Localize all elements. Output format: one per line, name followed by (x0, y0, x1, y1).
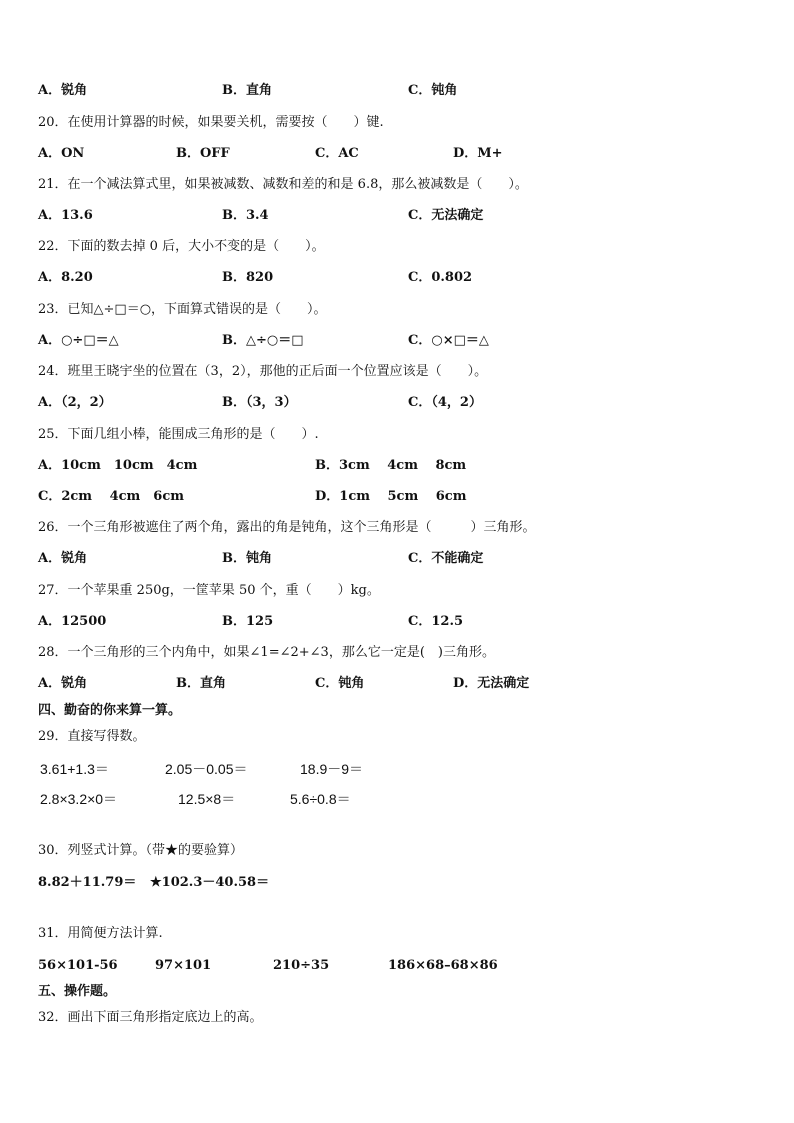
q28-stem: 28．一个三角形的三个内角中，如果∠1=∠2+∠3，那么它一定是( )三角形。 (38, 645, 495, 660)
q23-option-a: A．○÷□＝△ (38, 333, 119, 348)
q20-stem: 20．在使用计算器的时候，如果要关机，需要按（ ）键. (38, 115, 384, 130)
q27-stem: 27．一个苹果重 250g，一筐苹果 50 个，重（ ）kg。 (38, 583, 380, 598)
q27-option-a: A．12500 (38, 614, 107, 629)
q29-expr-5: 12.5×8＝ (178, 791, 236, 807)
q29-expr-4: 2.8×3.2×0＝ (40, 791, 118, 807)
q28-option-a: A．锐角 (38, 676, 88, 691)
q29-expr-2: 2.05－0.05＝ (165, 761, 248, 777)
q24-option-c: C．（4，2） (408, 395, 482, 410)
q22-option-c: C．0.802 (408, 270, 473, 285)
q24-option-b: B．（3，3） (222, 395, 297, 410)
q32-stem: 32．画出下面三角形指定底边上的高。 (38, 1010, 263, 1025)
q28-option-b: B．直角 (176, 676, 226, 691)
q22-option-b: B．820 (222, 270, 274, 285)
q30-stem: 30．列竖式计算。（带★的要验算） (38, 843, 244, 858)
q29-expr-1: 3.61+1.3＝ (40, 761, 109, 777)
q29-stem: 29．直接写得数。 (38, 729, 146, 744)
q23-stem: 23．已知△÷□＝○，下面算式错误的是（ ）。 (38, 302, 327, 317)
q25-option-a: A．10cm 10cm 4cm (38, 458, 198, 473)
q28-option-d: D．无法确定 (453, 676, 530, 691)
q26-option-b: B．钝角 (222, 551, 272, 566)
q29-expr-6: 5.6÷0.8＝ (290, 791, 351, 807)
q26-option-a: A．锐角 (38, 551, 88, 566)
q28-option-c: C．钝角 (315, 676, 365, 691)
q21-option-c: C．无法确定 (408, 208, 484, 223)
q20-option-d: D．M+ (453, 146, 503, 161)
q31-expr-2: 97×101 (155, 958, 212, 973)
q19-option-b: B．直角 (222, 83, 272, 98)
q24-option-a: A．（2，2） (38, 395, 112, 410)
q23-option-c: C．○×□＝△ (408, 333, 489, 348)
q23-option-b: B．△÷○＝□ (222, 333, 304, 348)
section-4-heading: 四、勤奋的你来算一算。 (38, 703, 182, 718)
q26-stem: 26．一个三角形被遮住了两个角，露出的角是钝角，这个三角形是（ ）三角形。 (38, 520, 536, 535)
q30-expr-2: ★102.3－40.58＝ (150, 875, 270, 890)
q19-option-c: C．钝角 (408, 83, 458, 98)
q19-option-a: A．锐角 (38, 83, 88, 98)
q26-option-c: C．不能确定 (408, 551, 484, 566)
q20-option-c: C．AC (315, 146, 359, 161)
q22-stem: 22．下面的数去掉 0 后，大小不变的是（ ）。 (38, 239, 325, 254)
q25-option-d: D．1cm 5cm 6cm (315, 489, 467, 504)
q21-stem: 21．在一个减法算式里，如果被减数、减数和差的和是 6.8，那么被减数是（ ）。 (38, 177, 528, 192)
q24-stem: 24．班里王晓宇坐的位置在（3，2），那他的正后面一个位置应该是（ ）。 (38, 364, 488, 379)
section-5-heading: 五、操作题。 (38, 984, 117, 999)
q20-option-a: A．ON (38, 146, 85, 161)
q21-option-a: A．13.6 (38, 208, 93, 223)
q25-option-b: B．3cm 4cm 8cm (315, 458, 467, 473)
q31-expr-3: 210÷35 (273, 958, 330, 973)
q25-stem: 25．下面几组小棒，能围成三角形的是（ ）. (38, 427, 319, 442)
q27-option-c: C．12.5 (408, 614, 464, 629)
q31-expr-1: 56×101-56 (38, 958, 118, 973)
q30-expr-1: 8.82＋11.79＝ (38, 875, 137, 890)
q27-option-b: B．125 (222, 614, 274, 629)
q29-expr-3: 18.9－9＝ (300, 761, 364, 777)
q31-expr-4: 186×68–68×86 (388, 958, 498, 973)
q25-option-c: C．2cm 4cm 6cm (38, 489, 185, 504)
q31-stem: 31．用简便方法计算. (38, 926, 163, 941)
q21-option-b: B．3.4 (222, 208, 269, 223)
q22-option-a: A．8.20 (38, 270, 93, 285)
q20-option-b: B．OFF (176, 146, 230, 161)
